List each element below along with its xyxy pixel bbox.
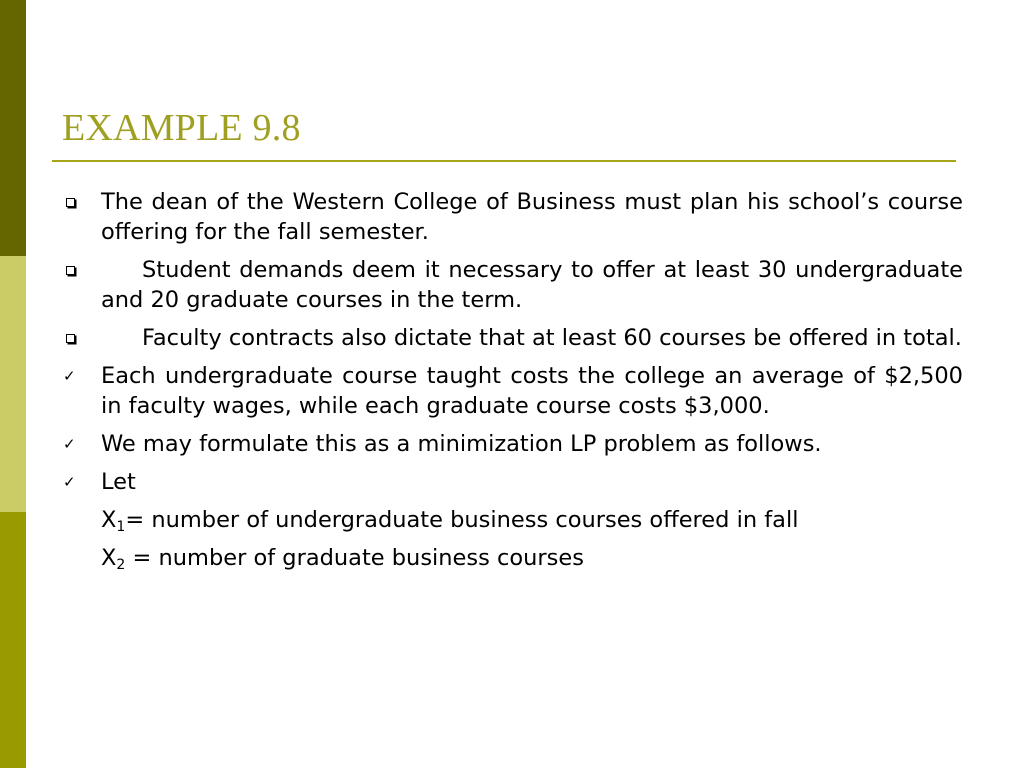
bullet-item (60, 429, 963, 459)
sidebar-band-top (0, 0, 26, 256)
sidebar-band-bottom (0, 512, 26, 768)
bullet-item (60, 323, 963, 353)
title-divider (52, 160, 956, 162)
bullet-text: The dean of the Western College of Business must plan his school’s course offering for the fall semester. (101, 189, 963, 245)
variable-description: = number of graduate business courses (125, 545, 584, 571)
variable-subscript: 1 (116, 519, 126, 535)
bullet-item (60, 187, 963, 247)
variable-name: X (101, 507, 117, 533)
slide-title: EXAMPLE 9.8 (62, 107, 301, 149)
bullet-item (60, 467, 963, 497)
bullet-item (60, 255, 963, 315)
variable-name: X (101, 545, 117, 571)
sidebar-band-middle (0, 256, 26, 512)
bullet-text: Each undergraduate course taught costs the college an average of $2,500 in faculty wages, while each graduate course costs $3,000. (101, 363, 963, 419)
variable-description: = number of undergraduate business courses offered in fall (125, 507, 799, 533)
variable-definition (60, 543, 963, 573)
square-bullet-icon (66, 198, 75, 207)
bullet-text: We may formulate this as a minimization LP problem as follows. (101, 431, 822, 457)
square-bullet-icon (66, 334, 75, 343)
check-icon: ✓ (63, 473, 76, 491)
check-icon: ✓ (63, 435, 76, 453)
check-icon: ✓ (63, 367, 76, 385)
variable-subscript: 2 (116, 557, 126, 573)
variable-definition (60, 505, 963, 535)
sidebar-decoration (0, 0, 26, 768)
bullet-text: Faculty contracts also dictate that at least 60 courses be offered in total. (142, 325, 962, 351)
bullet-text: Let (101, 469, 136, 495)
bullet-item (60, 361, 963, 421)
square-bullet-icon (66, 266, 75, 275)
bullet-text: Student demands deem it necessary to offer at least 30 undergraduate and 20 graduate courses in the term. (101, 257, 963, 313)
slide-content (60, 187, 963, 581)
